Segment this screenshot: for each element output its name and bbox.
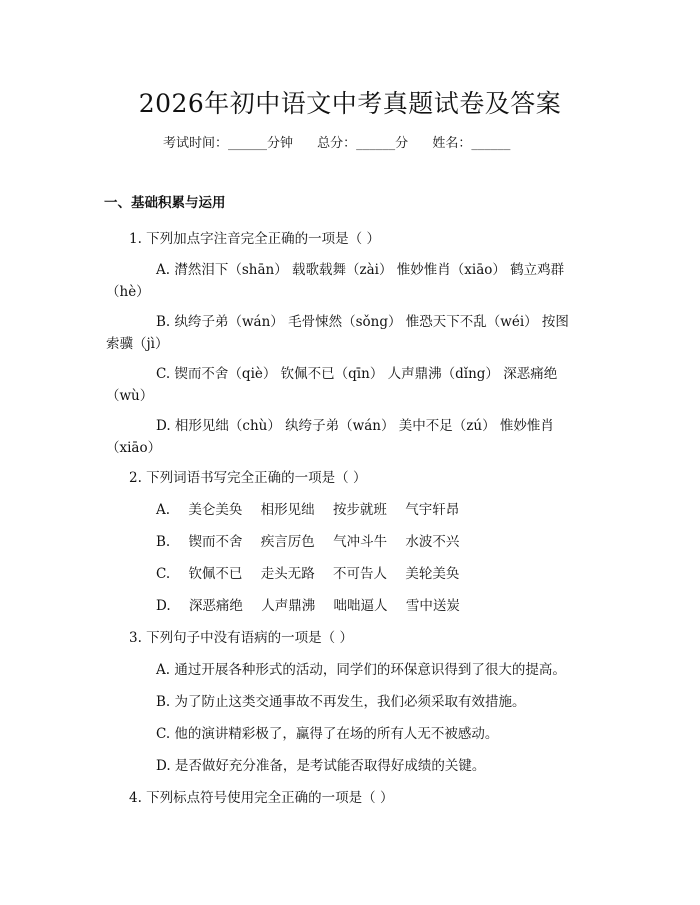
option-word: 按步就班 [332,502,387,518]
option-word: 钦佩不已 [188,566,243,582]
option-label: D. [156,598,171,614]
q1-option-c: C. 锲而不舍（qiè） 钦佩不已（qīn） 人声鼎沸（dǐng） 深恶痛绝 [156,366,558,382]
page-title: 2026年初中语文中考真题试卷及答案 [138,89,562,118]
q1-option-d: D. 相形见绌（chù） 纨绔子弟（wán） 美中不足（zú） 惟妙惟肖 [156,418,554,434]
option-word: 不可告人 [333,566,388,582]
option-word: 美仑美奂 [188,502,243,518]
question-3-stem: 3. 下列句子中没有语病的一项是（ ） [129,630,353,646]
q1-option-d-cont: （xiāo） [106,440,162,456]
question-4-stem: 4. 下列标点符号使用完全正确的一项是（ ） [129,790,394,806]
q3-option-b: B. 为了防止这类交通事故不再发生，我们必须采取有效措施。 [156,694,526,710]
option-word: 相形见绌 [260,502,315,518]
option-label: B. [156,534,171,550]
option-word: 气冲斗牛 [333,534,388,550]
section-heading: 一、基础积累与运用 [104,195,226,211]
option-label: A. [156,502,171,518]
option-word: 疾言厉色 [260,534,315,550]
q1-option-a: A. 潸然泪下（shān） 载歌载舞（zài） 惟妙惟肖（xiāo） 鹤立鸡群 [156,262,565,278]
q3-option-d: D. 是否做好充分准备，是考试能否取得好成绩的关键。 [156,758,486,774]
name-field: 姓名：______ [432,136,511,151]
question-2-stem: 2. 下列词语书写完全正确的一项是（ ） [129,470,367,486]
option-word: 美轮美奂 [405,566,460,582]
exam-meta [163,132,530,151]
total-score-field: 总分：______分 [317,136,409,151]
q1-option-b: B. 纨绔子弟（wán） 毛骨悚然（sǒng） 惟恐天下不乱（wéi） 按图 [156,314,569,330]
option-word: 雪中送炭 [405,598,460,614]
q2-option-b [156,530,473,550]
q1-option-c-cont: （wù） [106,388,154,404]
question-1-stem: 1. 下列加点字注音完全正确的一项是（ ） [129,231,380,247]
option-word: 人声鼎沸 [261,598,316,614]
exam-time-field: 考试时间：______分钟 [163,136,294,151]
q2-option-d [156,594,474,614]
option-label: C. [156,566,171,582]
q2-option-a [156,498,473,518]
option-word: 锲而不舍 [188,534,243,550]
q3-option-a: A. 通过开展各种形式的活动，同学们的环保意识得到了很大的提高。 [156,662,566,678]
option-word: 水波不兴 [405,534,460,550]
option-word: 咄咄逼人 [333,598,388,614]
option-word: 深恶痛绝 [188,598,243,614]
q2-option-c [156,562,473,582]
q3-option-c: C. 他的演讲精彩极了，赢得了在场的所有人无不被感动。 [156,726,499,742]
q1-option-b-cont: 索骥（jì） [106,336,169,352]
option-word: 走头无路 [260,566,315,582]
option-word: 气宇轩昂 [405,502,460,518]
q1-option-a-cont: （hè） [106,284,150,300]
